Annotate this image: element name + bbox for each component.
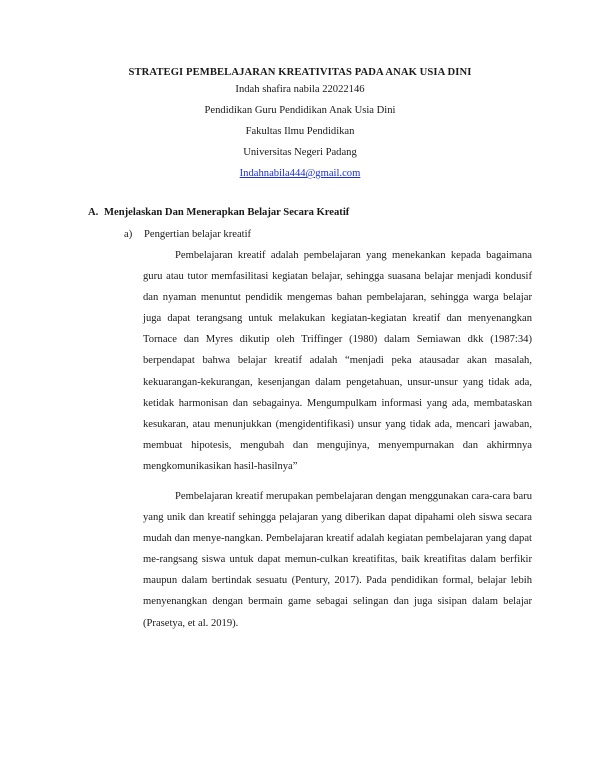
- section-letter: A.: [88, 207, 99, 218]
- university-line: Universitas Negeri Padang: [243, 147, 357, 158]
- subsection-heading: [124, 228, 251, 242]
- section-heading-text: Menjelaskan Dan Menerapkan Belajar Secara Kreatif: [104, 207, 350, 218]
- faculty-line: Fakultas Ilmu Pendidikan: [245, 126, 355, 137]
- paragraph-1: [143, 245, 532, 477]
- paragraph-2: [143, 486, 532, 634]
- program-line: Pendidikan Guru Pendidikan Anak Usia Dini: [204, 105, 396, 116]
- document-title: STRATEGI PEMBELAJARAN KREATIVITAS PADA ANAK USIA DINI: [128, 67, 472, 78]
- subsection-heading-text: Pengertian belajar kreatif: [144, 229, 252, 240]
- section-heading: [88, 206, 349, 220]
- paragraph-1-text: Pembelajaran kreatif adalah pembelajaran yang menekankan kepada bagaimana guru atau tutor memfasilitasi kegiatan belajar, sehingga suasana belajar menjadi kondusif dan nyaman menuntut pendidik mengemas bahan pembelajaran, sehingga warga belajar juga dapat terangsang untuk melakukan kegiatan-kegiatan kreatif dan menyenangkan Tornace dan Myres dikutip oleh Triffinger (1980) dalam Semiawan dkk (1987:34) berpendapat bahwa belajar kreatif adalah “menjadi peka atausadar akan masalah, kekuarangan-kekurangan, kesenjangan dalam pengetahuan, unsur-unsur yang tidak ada, ketidak harmonisan dan sebagainya. Mengumpulkam informasi yang ada, membataskan kesukaran, atau menunjukkan (mengidentifikasi) unsur yang tidak ada, mencari jawaban, membuat hipotesis, mengubah dan mengujinya, menyempurnakan dan akhirmnya mengkomunikasikan hasil-hasilnya”: [143, 250, 532, 472]
- email-link[interactable]: Indahnabila444@gmail.com: [239, 168, 361, 179]
- paragraph-2-text: Pembelajaran kreatif merupakan pembelajaran dengan menggunakan cara-cara baru yang unik dan kreatif sehingga pelajaran yang diberikan dapat dipahami oleh siswa secara mudah dan menye-nangkan. Pembelajaran kreatif adalah kegiatan pembelajaran yang dapat me-rangsang siswa untuk dapat memun-culkan kreatifitas, baik kreatifitas dalam berfikir maupun dalam bertindak sesuatu (Pentury, 2017). Pada pendidikan formal, belajar lebih menyenangkan dengan bermain game sebagai selingan dan juga sisipan dalam belajar (Prasetya, et al. 2019).: [143, 491, 532, 629]
- author-line: Indah shafira nabila 22022146: [235, 84, 365, 95]
- subsection-letter: a): [124, 229, 133, 240]
- email-line: [0, 167, 600, 181]
- title-block: [0, 66, 600, 188]
